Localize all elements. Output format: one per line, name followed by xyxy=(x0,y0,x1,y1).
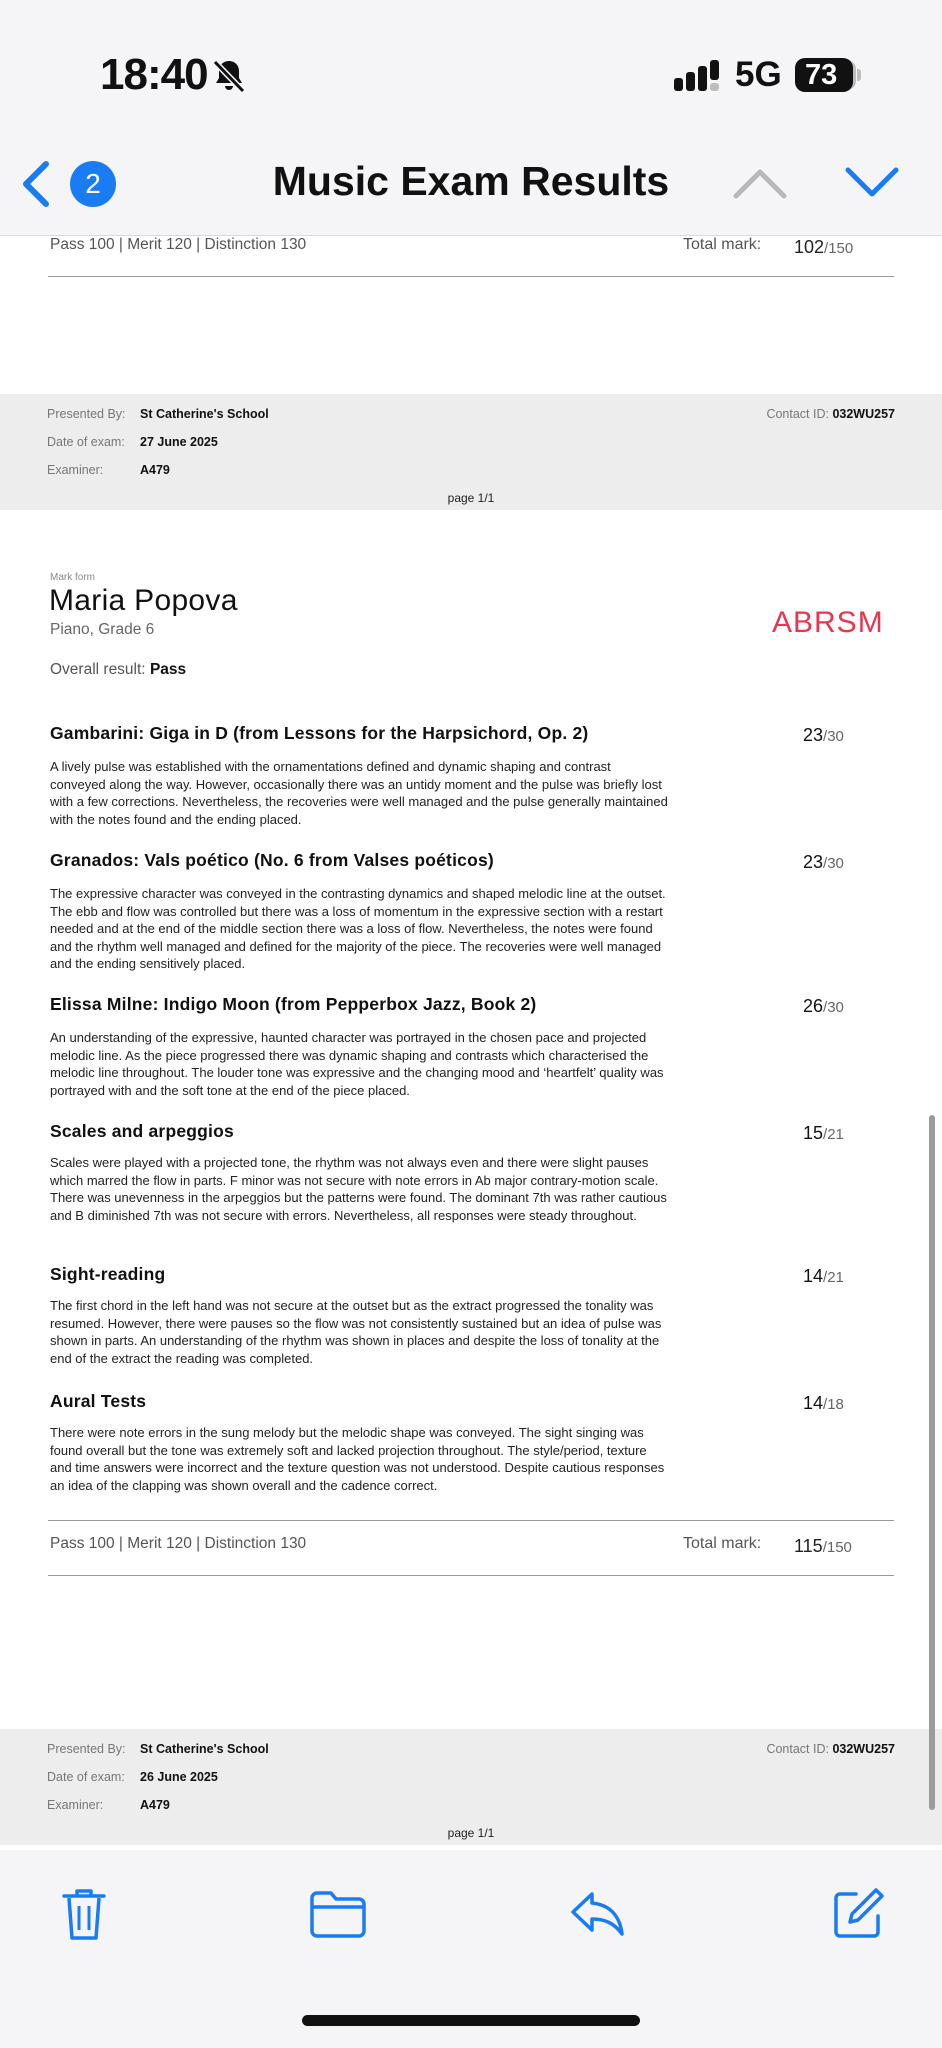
section-title: Gambarini: Giga in D (from Lessons for the Harpsichord, Op. 2) xyxy=(50,723,589,743)
battery-nub xyxy=(857,69,861,81)
exam-date: 27 June 2025 xyxy=(140,435,218,449)
section-comment: An understanding of the expressive, haunted character was portrayed in the chosen pace and projected melodic line. As the piece progressed there was dynamic shaping and contrasts which characterised the melodic line throughout. The louder tone was expressive and the changing mood and ‘heartfelt’ quality was portrayed with and the soft tone at the end of the piece placed. xyxy=(50,1030,664,1098)
examiner: A479 xyxy=(140,463,170,477)
section-comment: The first chord in the left hand was not secure at the outset but as the extract progressed the tonality was resumed. However, there were pauses so the flow was not consistently sustained but an idea of pulse was shown in parts. An understanding of the rhythm was shown in places and despite the loss of tonality at the end of the extract the reading was completed. xyxy=(50,1298,662,1366)
divider xyxy=(48,1520,894,1521)
page-footer: Presented By: St Catherine's School Date of exam: 27 June 2025 Examiner: A479 Contact ID: 032WU257 page 1/1 xyxy=(0,394,942,510)
instrument-grade: Piano, Grade 6 xyxy=(50,621,155,638)
overall-result: Overall result: Pass xyxy=(50,661,187,678)
section-title: Sight-reading xyxy=(50,1264,166,1284)
page-number: page 1/1 xyxy=(447,491,495,505)
section-mark: 14/21 xyxy=(803,1266,844,1286)
bottom-toolbar xyxy=(0,1850,942,2048)
section-title: Scales and arpeggios xyxy=(50,1121,234,1141)
signal-icon xyxy=(674,60,722,97)
presented-by: St Catherine's School xyxy=(140,1742,269,1756)
section-mark: 14/18 xyxy=(803,1393,844,1413)
section-mark: 23/30 xyxy=(803,852,844,872)
network-type: 5G xyxy=(735,55,782,94)
scrollbar[interactable] xyxy=(929,1115,935,1810)
grade-boundaries: Pass 100 | Merit 120 | Distinction 130 xyxy=(50,1535,307,1552)
back-count-badge[interactable]: 2 xyxy=(70,161,116,207)
section-title: Aural Tests xyxy=(50,1391,147,1411)
navigation-bar xyxy=(0,150,942,235)
folder-icon[interactable] xyxy=(308,1886,368,1947)
contact-id: Contact ID: 032WU257 xyxy=(766,407,895,421)
chevron-up-icon[interactable] xyxy=(732,164,788,205)
document-view[interactable] xyxy=(0,235,942,1851)
contact-id: Contact ID: 032WU257 xyxy=(766,1742,895,1756)
divider xyxy=(48,276,894,277)
back-chevron-icon[interactable] xyxy=(16,158,56,215)
total-mark-label: Total mark: xyxy=(683,1535,762,1552)
total-mark: 115/150 xyxy=(794,1536,852,1556)
candidate-name: Maria Popova xyxy=(49,584,238,617)
examiner: A479 xyxy=(140,1798,170,1812)
total-mark: 102/150 xyxy=(794,237,854,257)
chevron-down-icon[interactable] xyxy=(844,164,900,205)
abrsm-logo: ABRSM xyxy=(772,606,884,639)
total-mark-label: Total mark: xyxy=(683,236,762,253)
reply-icon[interactable] xyxy=(568,1886,628,1947)
section-comment: Scales were played with a projected tone, the rhythm was not always even and there were slight pauses which marred the flow in parts. F minor was not secure with note errors in Ab major contrary-motion scale. There was unevenness in the arpeggios but the patterns were found. The dominant 7th was rather cautious and B diminished 7th was not secure with errors. Nevertheless, all responses were steady throughout. xyxy=(50,1155,667,1223)
battery-level: 73 xyxy=(795,58,853,92)
mark-form-label: Mark form xyxy=(50,572,95,583)
section-comment: There were note errors in the sung melody but the melodic shape was conveyed. The sight singing was found overall but the tone was extremely soft and lacked projection throughout. The style/period, texture and time answers were incorrect and the texture question was not understood. Despite cautious responses an idea of the clapping was shown overall and the cadence correct. xyxy=(50,1425,665,1493)
status-bar xyxy=(0,0,942,150)
page-footer: Presented By: St Catherine's School Date of exam: 26 June 2025 Examiner: A479 Contact ID: 032WU257 page 1/1 xyxy=(0,1729,942,1845)
page-number: page 1/1 xyxy=(447,1826,495,1840)
divider xyxy=(48,1575,894,1576)
trash-icon[interactable] xyxy=(60,1886,108,1947)
section-title: Elissa Milne: Indigo Moon (from Pepperbox Jazz, Book 2) xyxy=(50,994,537,1014)
grade-boundaries: Pass 100 | Merit 120 | Distinction 130 xyxy=(50,236,307,253)
presented-by: St Catherine's School xyxy=(140,407,269,421)
section-comment: The expressive character was conveyed in the contrasting dynamics and shaped melodic line at the outset. The ebb and flow was controlled but there was a loss of momentum in the expressive section with a restart needed and at the end of the middle section there was a loss of flow. Nevertheless, the notes were found and the rhythm well managed and defined for the majority of the piece. The recoveries were well managed and the ending sensitively placed. xyxy=(50,886,666,971)
compose-icon[interactable] xyxy=(830,1886,886,1947)
page-title: Music Exam Results xyxy=(272,158,670,204)
status-time: 18:40 xyxy=(100,50,208,99)
home-indicator[interactable] xyxy=(302,2015,640,2026)
exam-date: 26 June 2025 xyxy=(140,1770,218,1784)
section-mark: 15/21 xyxy=(803,1123,844,1143)
section-title: Granados: Vals poético (No. 6 from Valses poéticos) xyxy=(50,850,494,870)
section-comment: A lively pulse was established with the ornamentations defined and dynamic shaping and contrast conveyed along the way. However, occasionally there was an untidy moment and the pulse was briefly lost with a few corrections. Nevertheless, the recoveries were well managed and the pulse generally maintained with the notes found and the ending placed. xyxy=(50,759,668,827)
bell-muted-icon xyxy=(212,58,246,99)
section-mark: 23/30 xyxy=(803,725,844,745)
section-mark: 26/30 xyxy=(803,996,844,1016)
